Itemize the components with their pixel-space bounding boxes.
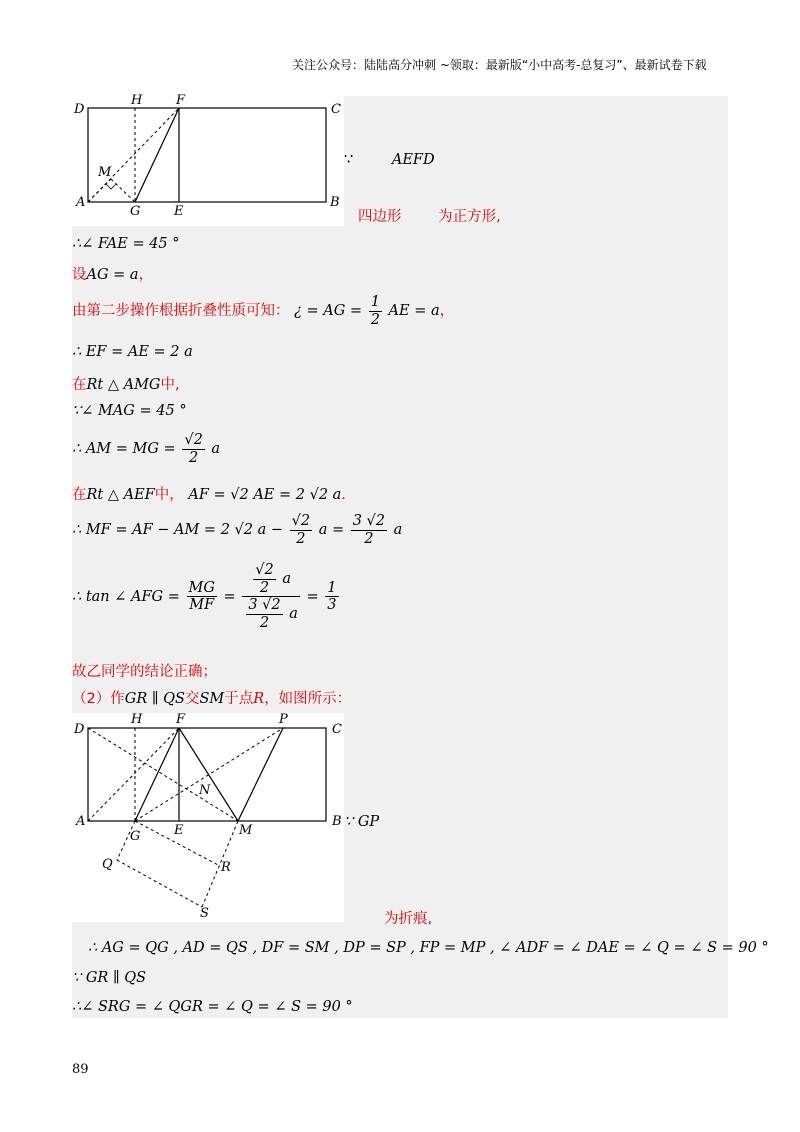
label-S: S	[200, 906, 209, 921]
fraction-half: $\frac{1}{2}$	[370, 294, 380, 328]
line-am-mg: ∴ AM = MG = $\frac{√2}{2}$ a	[72, 432, 221, 466]
line-because-gp: ∵ GP	[344, 814, 380, 830]
aefd-label: AEFD	[391, 152, 435, 168]
because-symbol: ∵	[344, 152, 354, 168]
label-N: N	[199, 783, 211, 798]
fold-eq-post: AE = a	[388, 303, 440, 320]
line-angles-90: ∴∠ SRG = ∠ QGR = ∠ Q = ∠ S = 90 °	[72, 999, 353, 1015]
quadrilateral-text: 四边形	[358, 209, 402, 225]
label-H: H	[131, 712, 143, 727]
label-P: P	[279, 712, 288, 727]
fraction-3root2-over-2: $\frac{3 √2}{2}$	[352, 513, 386, 547]
comma: ，	[138, 267, 154, 283]
triangle-aef: Rt △ AEF	[86, 487, 155, 503]
line-mag: ∵∠ MAG = 45 °	[72, 403, 187, 419]
line-crease: 为折痕,	[384, 911, 433, 927]
page-header: 关注公众号：陆陆高分冲刺 ~领取：最新版“小中高考-总复习”、最新试卷下载	[292, 58, 707, 72]
label-A: A	[76, 195, 86, 210]
set-text: 设	[72, 267, 87, 283]
line-in-amg: 在Rt △ AMG中,	[72, 377, 180, 393]
triangle-amg: Rt △ AMG	[86, 377, 161, 393]
geometry-figure-2	[72, 710, 344, 922]
af-equation: AF = √2 AE = 2 √2 a	[188, 487, 342, 503]
label-D: D	[74, 102, 85, 117]
shaded-region-lower	[344, 713, 728, 923]
line-part2: （2）作GR ∥ QS交SM于点R，如图所示：	[72, 691, 352, 707]
fraction-mg-over-mf: $\frac{MG}{MF}$	[188, 579, 215, 614]
label-A: A	[76, 814, 86, 829]
fold-eq-pre: ¿ = AG =	[294, 303, 363, 320]
fraction-root2-over-2: $\frac{√2}{2}$	[184, 432, 203, 466]
square-text: 为正方形,	[438, 209, 501, 225]
label-B: B	[330, 195, 340, 210]
label-Q: Q	[102, 857, 113, 872]
line-tan-afg: ∴ tan ∠ AFG = $\frac{MG}{MF}$ = $\frac{√2}{2}$ a $\frac{3 √2}{2}$ a = $\frac{1}{3}$	[72, 562, 337, 632]
line-angle-fae: ∴∠ FAE = 45 °	[72, 236, 180, 252]
line-conclusion: 故乙同学的结论正确；	[72, 664, 217, 680]
line-in-aef: 在Rt △ AEF中， AF = √2 AE = 2 √2 a.	[72, 487, 346, 503]
label-B: B	[332, 814, 342, 829]
label-E: E	[174, 823, 184, 838]
label-M: M	[239, 823, 253, 838]
line-fold-property: 由第二步操作根据折叠性质可知： ¿ = AG = $\frac{1}{2}$ AE = a，	[72, 294, 455, 328]
label-D: D	[74, 722, 85, 737]
label-G: G	[130, 829, 141, 844]
label-F: F	[176, 94, 186, 108]
line-square	[358, 205, 501, 226]
label-E: E	[174, 204, 184, 218]
label-G: G	[130, 204, 141, 218]
page-number: 89	[72, 1062, 89, 1077]
label-C: C	[332, 722, 342, 737]
label-R: R	[221, 860, 231, 875]
label-C: C	[331, 102, 341, 117]
label-M: M	[98, 165, 112, 180]
line-because-aefd	[344, 152, 435, 168]
compound-fraction: $\frac{√2}{2}$ a $\frac{3 √2}{2}$ a	[242, 562, 300, 632]
label-H: H	[131, 94, 143, 108]
geometry-figure-1	[72, 94, 344, 218]
ag-equation: AG = a	[86, 267, 139, 283]
label-F: F	[176, 712, 186, 727]
fold-text: 由第二步操作根据折叠性质可知：	[72, 303, 290, 320]
line-set-ag	[72, 263, 153, 284]
line-gr-parallel: ∵ GR ∥ QS	[72, 970, 147, 986]
fraction-one-third: $\frac{1}{3}$	[327, 579, 337, 614]
fraction-root2-over-2: $\frac{√2}{2}$	[291, 513, 311, 547]
line-ef: ∴ EF = AE = 2 a	[72, 344, 193, 360]
line-mf: ∴ MF = AF − AM = 2 √2 a − $\frac{√2}{2}$ a = $\frac{3 √2}{2}$ a	[72, 513, 403, 547]
line-equalities: ∴ AG = QG , AD = QS , DF = SM , DP = SP , FP = MP , ∠ ADF = ∠ DAE = ∠ Q = ∠ S = 90 °	[88, 940, 769, 956]
